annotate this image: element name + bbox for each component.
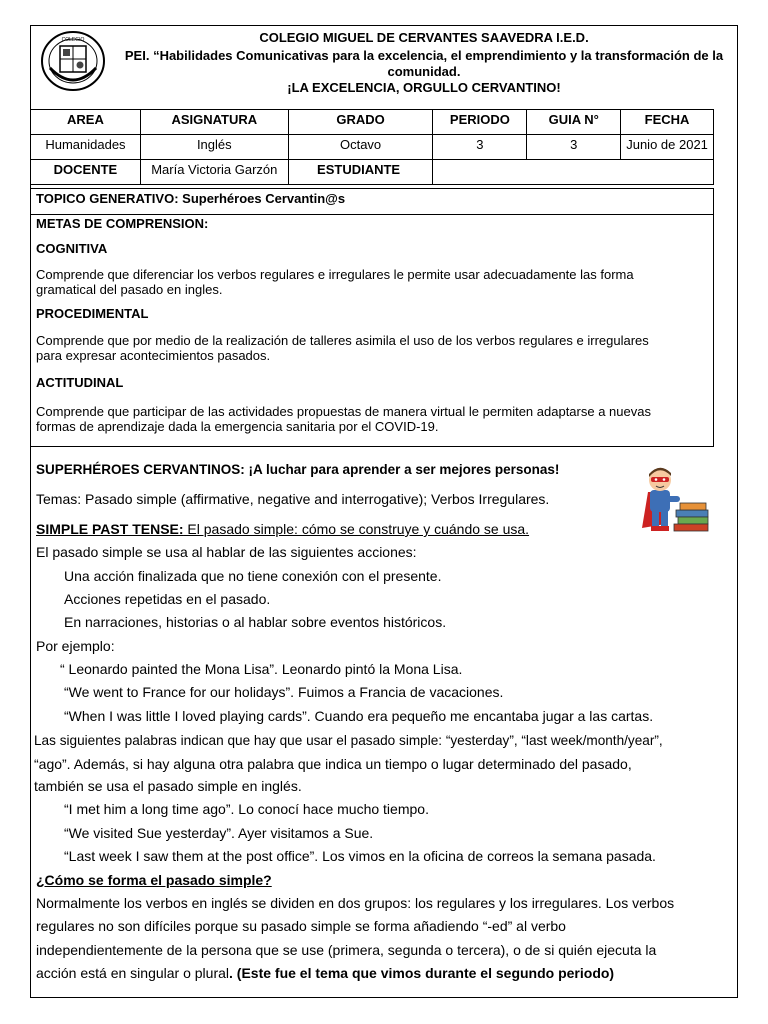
por-ejemplo: Por ejemplo: <box>36 638 115 654</box>
svg-text:COLEGIO: COLEGIO <box>61 37 85 43</box>
example-6: “Last week I saw them at the post office”. Los vimos en la oficina de correos la semana pasada. <box>64 848 656 864</box>
value-fecha: Junio de 2021 <box>621 135 714 160</box>
header-area: AREA <box>31 110 141 135</box>
paragraph-2-line-4-text: acción está en singular o plural <box>36 965 230 981</box>
info-table <box>30 109 714 185</box>
example-1: “ Leonardo painted the Mona Lisa”. Leonardo pintó la Mona Lisa. <box>60 661 463 677</box>
example-4: “I met him a long time ago”. Lo conocí hace mucho tiempo. <box>64 801 429 817</box>
superheroes-heading: SUPERHÉROES CERVANTINOS: ¡A luchar para aprender a ser mejores personas! <box>36 462 560 477</box>
estudiante-label: ESTUDIANTE <box>288 160 433 185</box>
use-2: Acciones repetidas en el pasado. <box>64 591 271 607</box>
docente-value: María Victoria Garzón <box>140 160 288 185</box>
use-3: En narraciones, historias o al hablar sobre eventos históricos. <box>64 614 447 630</box>
table-values-row <box>31 135 714 160</box>
motto: ¡LA EXCELENCIA, ORGULLO CERVANTINO! <box>287 80 561 95</box>
uses-intro: El pasado simple se usa al hablar de las siguientes acciones: <box>36 544 417 560</box>
header-fecha: FECHA <box>621 110 714 135</box>
pei-line-2: comunidad. <box>387 64 461 79</box>
pei-line-1: PEI. “Habilidades Comunicativas para la excelencia, el emprendimiento y la transformación de la <box>124 48 724 63</box>
paragraph-1-line-2: “ago”. Además, si hay alguna otra palabra que indica un tiempo o lugar determinado del pasado, <box>34 756 632 772</box>
paragraph-2-line-2: regulares no son difíciles porque su pasado simple se forma añadiendo “-ed” al verbo <box>36 918 566 934</box>
example-5: “We visited Sue yesterday”. Ayer visitamos a Sue. <box>64 825 374 841</box>
temas-line: Temas: Pasado simple (affirmative, negative and interrogative); Verbos Irregulares. <box>36 491 550 507</box>
simple-past-heading <box>36 521 529 538</box>
header-asignatura: ASIGNATURA <box>140 110 288 135</box>
table-docente-row <box>31 160 714 185</box>
use-1: Una acción finalizada que no tiene conexión con el presente. <box>64 568 442 584</box>
paragraph-1-line-3: también se usa el pasado simple en inglés. <box>34 778 302 794</box>
paragraph-2-line-1: Normalmente los verbos en inglés se dividen en dos grupos: los regulares y los irregulares. Los verbos <box>36 895 675 911</box>
topic-line: TOPICO GENERATIVO: Superhéroes Cervantin@s <box>36 191 346 206</box>
superhero-books-icon <box>636 462 712 538</box>
cognitiva-title: COGNITIVA <box>36 241 108 256</box>
value-area: Humanidades <box>31 135 141 160</box>
value-periodo: 3 <box>433 135 527 160</box>
header-periodo: PERIODO <box>433 110 527 135</box>
school-crest-icon <box>40 30 106 92</box>
cognitiva-line-2: gramatical del pasado en ingles. <box>36 282 223 297</box>
actitudinal-line-2: formas de aprendizaje dada la emergencia sanitaria por el COVID-19. <box>36 419 439 434</box>
cognitiva-line-1: Comprende que diferenciar los verbos regulares e irregulares le permite usar adecuadamente las forma <box>36 267 634 282</box>
example-3: “When I was little I loved playing cards”. Cuando era pequeño me encantaba jugar a las cartas. <box>64 708 654 724</box>
estudiante-value[interactable] <box>433 160 714 185</box>
goals-box <box>30 188 714 447</box>
value-asignatura: Inglés <box>140 135 288 160</box>
value-guia: 3 <box>527 135 621 160</box>
school-name: COLEGIO MIGUEL DE CERVANTES SAAVEDRA I.E.D. <box>259 30 589 45</box>
procedimental-title: PROCEDIMENTAL <box>36 306 149 321</box>
actitudinal-title: ACTITUDINAL <box>36 375 124 390</box>
procedimental-line-2: para expresar acontecimientos pasados. <box>36 348 271 363</box>
example-2: “We went to France for our holidays”. Fuimos a Francia de vacaciones. <box>64 684 504 700</box>
value-grado: Octavo <box>288 135 433 160</box>
table-header-row <box>31 110 714 135</box>
header-guia: GUIA N° <box>527 110 621 135</box>
header-grado: GRADO <box>288 110 433 135</box>
metas-title: METAS DE COMPRENSION: <box>36 216 209 231</box>
como-heading: ¿Cómo se forma el pasado simple? <box>36 872 272 888</box>
actitudinal-line-1: Comprende que participar de las actividades propuestas de manera virtual le permiten adaptarse a nuevas <box>36 404 651 419</box>
simple-past-subtitle: El pasado simple: cómo se construye y cuándo se usa. <box>183 521 530 537</box>
paragraph-2-note: . (Este fue el tema que vimos durante el segundo periodo) <box>229 965 615 981</box>
simple-past-label: SIMPLE PAST TENSE: <box>36 521 184 537</box>
paragraph-1-line-1: Las siguientes palabras indican que hay que usar el pasado simple: “yesterday”, “last week/month/year”, <box>34 733 663 748</box>
procedimental-line-1: Comprende que por medio de la realización de talleres asimila el uso de los verbos regulares e irregulares <box>36 333 649 348</box>
paragraph-2-line-4 <box>36 965 614 982</box>
paragraph-2-line-3: independientemente de la persona que se use (primera, segunda o tercera), o de si quién ejecuta la <box>36 942 657 958</box>
divider <box>31 214 713 215</box>
docente-label: DOCENTE <box>31 160 141 185</box>
